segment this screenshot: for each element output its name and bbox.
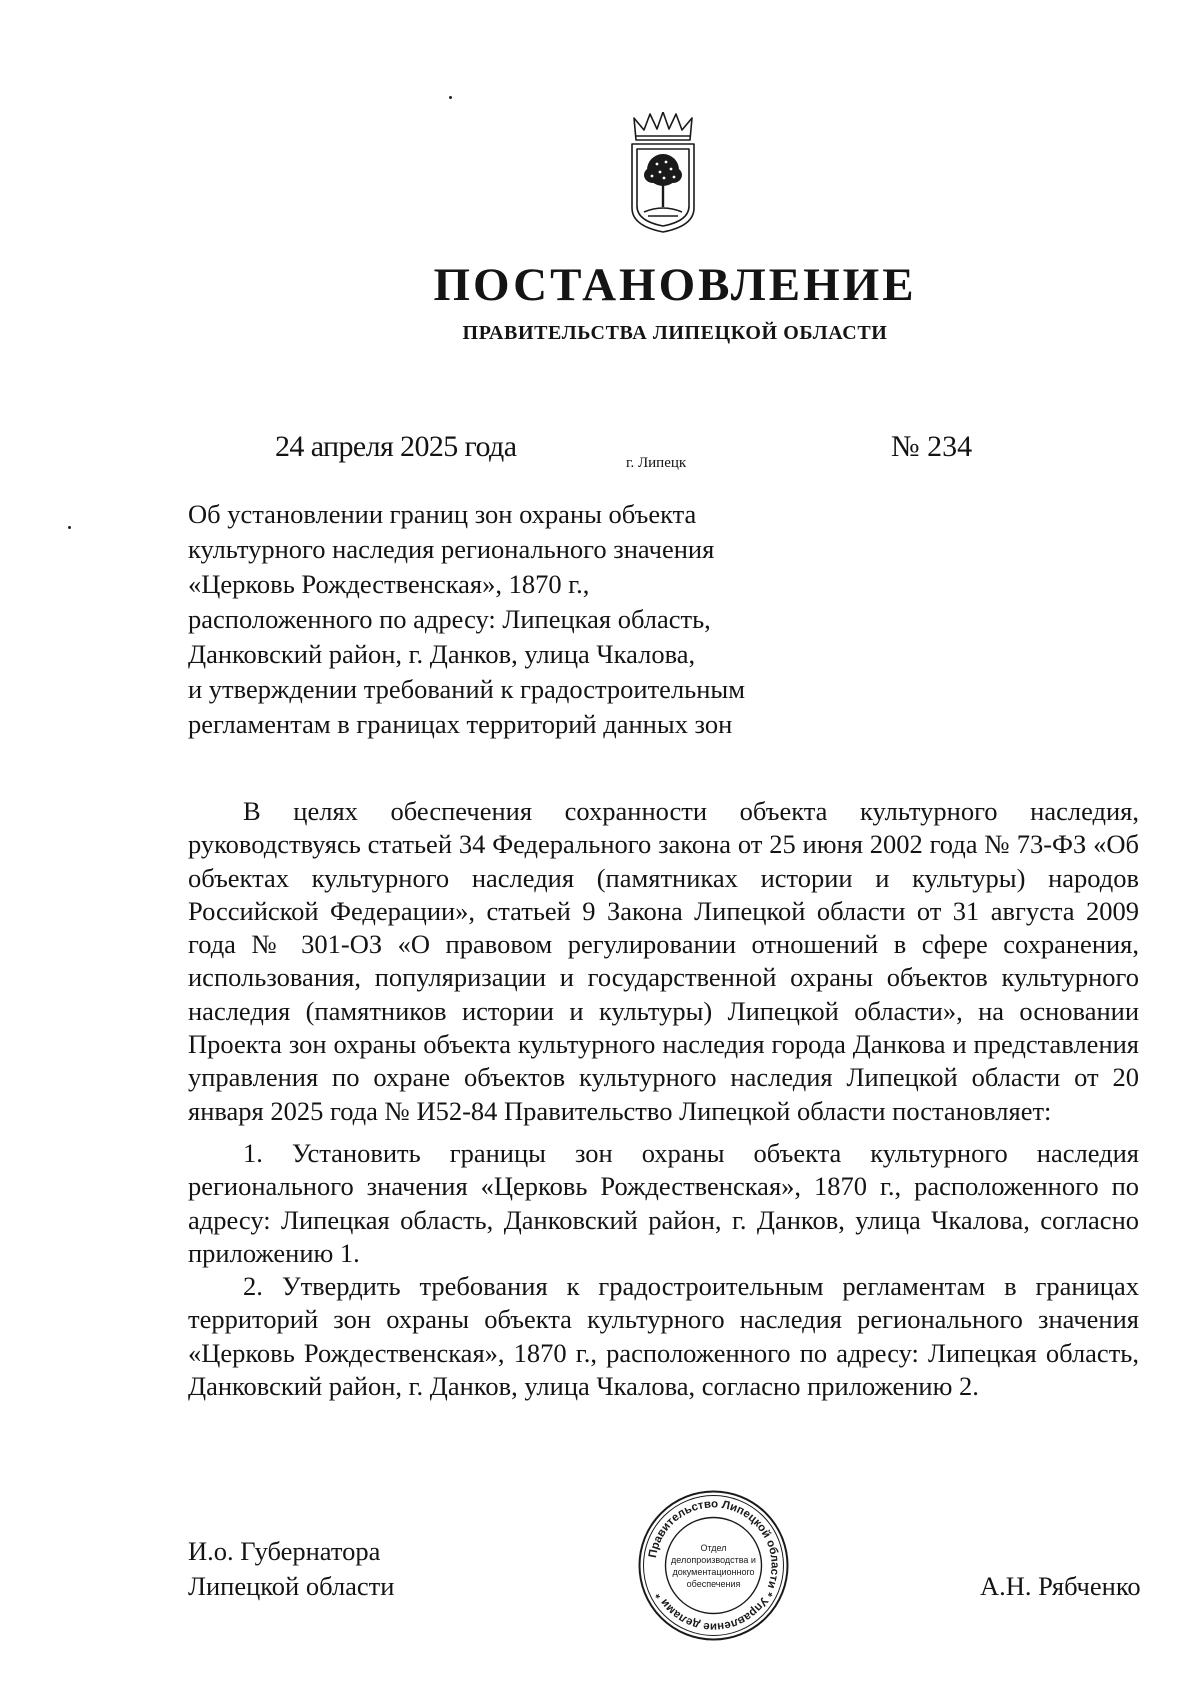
subject-line: регламентам в границах территорий данных зон <box>188 709 733 739</box>
scan-speck <box>449 96 452 99</box>
official-stamp-icon <box>636 1488 791 1643</box>
preamble-paragraph: В целях обеспечения сохранности объекта культурного наследия, руководствуясь статьей 34 Федерального закона от 25 июня 2002 года № 73-ФЗ «Об объектах культурного наследия (памятниках истории и культуры) народов Российской Федерации», статьей 9 Закона Липецкой области от 31 августа 2009 года № 301-ОЗ «О правовом регулировании отношений в сфере сохранения, использования, популяризации и государственной охраны объектов культурного наследия (памятников истории и культуры) Липецкой области», на основании Проекта зон охраны объекта культурного наследия города Данкова и представления управления по охране объектов культурного наследия Липецкой области от 20 января 2025 года № И52-84 Правительство Липецкой области постановляет: <box>188 796 1139 1126</box>
subject-line: расположенного по адресу: Липецкая область, <box>188 604 711 634</box>
signer-position-line: И.о. Губернатора <box>188 1536 381 1566</box>
svg-text:Отдел: Отдел <box>700 1543 727 1553</box>
signer-position <box>188 1534 394 1604</box>
document-number: № 234 <box>891 430 973 463</box>
signer-name: А.Н. Рябченко <box>980 1571 1141 1601</box>
resolution-item: 1. Установить границы зон охраны объекта культурного наследия регионального значения «Церковь Рождественская», 1870 г., расположенного по адресу: Липецкая область, Данковский район, г. Данков, улица Чкалова, согласно приложению 1. <box>188 1137 1139 1268</box>
subject-line: Об установлении границ зон охраны объекта <box>188 499 697 529</box>
svg-text:документационного: документационного <box>672 1567 755 1577</box>
svg-text:делопроизводства и: делопроизводства и <box>671 1555 756 1565</box>
document-city: г. Липецк <box>626 455 687 471</box>
svg-text:Правительство Липецкой области: Правительство Липецкой области * Управление делами * <box>646 1498 781 1633</box>
signer-position-line: Липецкой области <box>188 1571 395 1601</box>
resolution-item: 2. Утвердить требования к градостроительным регламентам в границах территорий зон охраны объекта культурного наследия регионального значения «Церковь Рождественская», 1870 г., расположенного по адресу: Липецкая область, Данковский район, г. Данков, улица Чкалова, согласно приложению 2. <box>188 1271 1139 1402</box>
document-date: 24 апреля 2025 года <box>275 430 517 463</box>
document-title: ПОСТАНОВЛЕНИЕ <box>433 259 917 311</box>
subject-line: «Церковь Рождественская», 1870 г., <box>188 569 590 599</box>
document-body <box>188 795 1139 1403</box>
subject-line: культурного наследия регионального значения <box>188 534 715 564</box>
document-subject <box>188 497 828 742</box>
scan-speck <box>68 526 71 529</box>
subject-line: и утверждении требований к градостроительным <box>188 674 746 704</box>
lipetsk-coat-of-arms-icon <box>626 112 700 234</box>
svg-text:обеспечения: обеспечения <box>686 1579 741 1589</box>
document-issuer: ПРАВИТЕЛЬСТВА ЛИПЕЦКОЙ ОБЛАСТИ <box>462 322 888 344</box>
subject-line: Данковский район, г. Данков, улица Чкалова, <box>188 639 696 669</box>
